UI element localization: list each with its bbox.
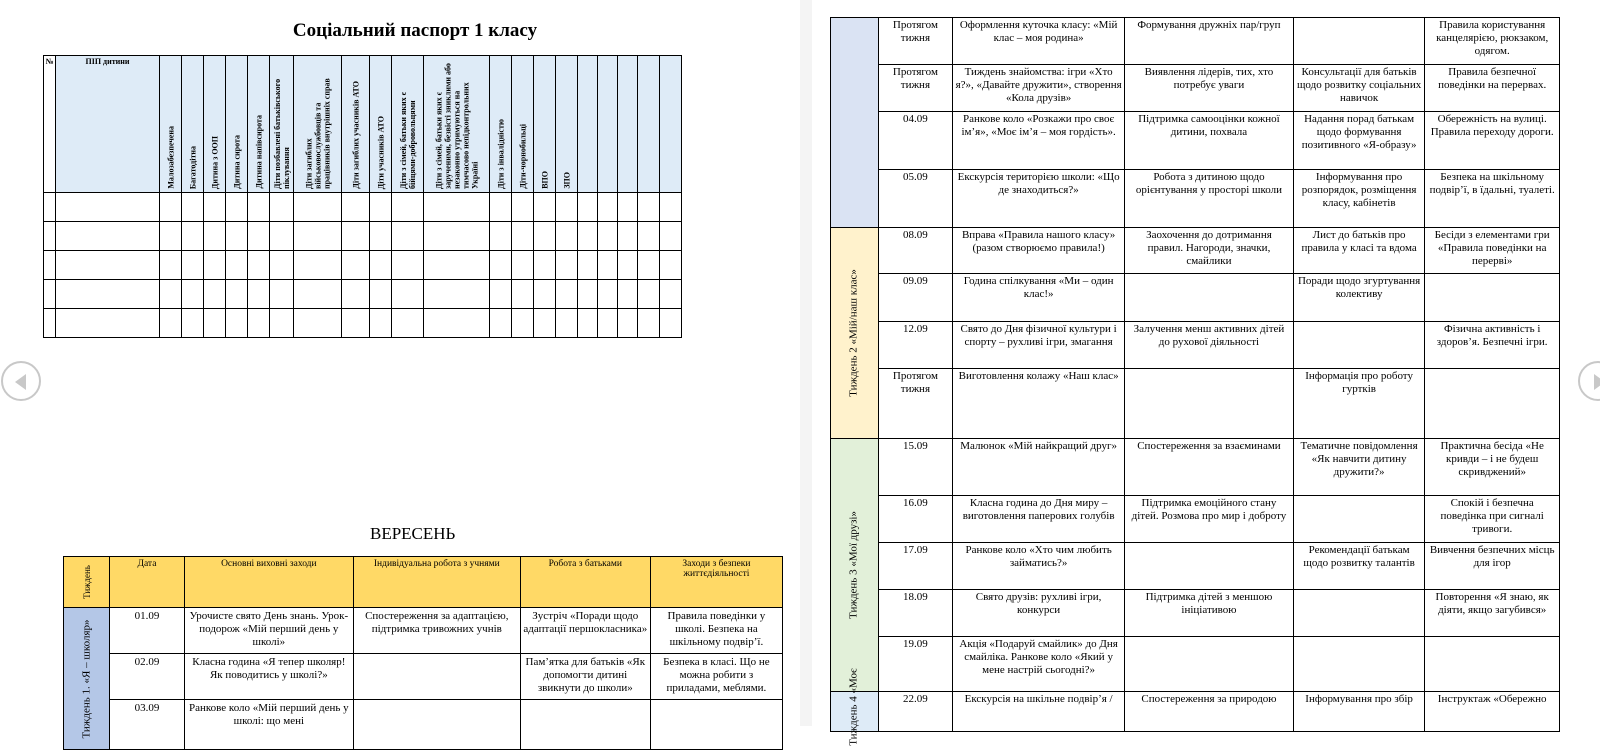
left-page bbox=[0, 0, 800, 739]
table-row bbox=[64, 654, 783, 700]
passport-cell bbox=[204, 309, 226, 338]
parents-cell: Пам’ятка для батьків «Як допомогти дитині звикнути до школи» bbox=[520, 654, 650, 700]
parents-cell bbox=[1293, 496, 1425, 543]
passport-cell bbox=[512, 222, 534, 251]
passport-body bbox=[44, 193, 682, 338]
passport-cell bbox=[598, 193, 618, 222]
passport-cell bbox=[370, 309, 392, 338]
passport-cell bbox=[248, 222, 270, 251]
passport-cell bbox=[556, 222, 578, 251]
passport-cell bbox=[618, 251, 638, 280]
passport-cell bbox=[424, 309, 490, 338]
individual-cell bbox=[1125, 274, 1294, 322]
prev-page-button[interactable] bbox=[1, 361, 41, 401]
date-cell: Протягом тижня bbox=[878, 65, 953, 112]
parents-cell: Інформація про роботу гуртків bbox=[1293, 369, 1425, 439]
passport-category: Діти учасників АТО bbox=[370, 56, 392, 193]
table-row bbox=[831, 322, 1560, 369]
passport-category: Малозабезпечена bbox=[160, 56, 182, 193]
passport-category: Діти загиблих учасників АТО bbox=[342, 56, 370, 193]
passport-category bbox=[638, 56, 660, 193]
date-cell: 02.09 bbox=[110, 654, 185, 700]
passport-cell bbox=[660, 251, 682, 280]
safety-cell: Вивчення безпечних місць для ігор bbox=[1425, 543, 1560, 590]
table-row bbox=[831, 590, 1560, 637]
passport-cell bbox=[392, 309, 424, 338]
passport-cell bbox=[294, 309, 342, 338]
passport-category bbox=[660, 56, 682, 193]
parents-cell: Інформування про розпорядок, розміщення класу, кабінетів bbox=[1293, 170, 1425, 228]
date-cell: 22.09 bbox=[878, 692, 953, 732]
passport-cell bbox=[392, 222, 424, 251]
parents-cell: Консультації для батьків щодо розвитку соціальних навичок bbox=[1293, 65, 1425, 112]
passport-cell bbox=[512, 309, 534, 338]
passport-cell bbox=[490, 193, 512, 222]
event-cell: Ранкове коло «Хто чим любить займатись?» bbox=[953, 543, 1125, 590]
passport-cell bbox=[424, 251, 490, 280]
september-header-row bbox=[64, 557, 783, 608]
passport-row bbox=[44, 193, 682, 222]
passport-cell bbox=[226, 193, 248, 222]
passport-cell bbox=[56, 222, 160, 251]
passport-category: Багатодітна bbox=[182, 56, 204, 193]
safety-cell: Фізична активність і здоров’я. Безпечні ігри. bbox=[1425, 322, 1560, 369]
passport-category: Діти загиблих військовослужбовців та працівників внутрішніх справ bbox=[294, 56, 342, 193]
month-title: ВЕРЕСЕНЬ bbox=[370, 524, 456, 543]
passport-cell bbox=[392, 251, 424, 280]
passport-cell bbox=[226, 222, 248, 251]
passport-cell bbox=[44, 309, 56, 338]
passport-cell bbox=[660, 309, 682, 338]
parents-cell: Поради щодо згуртування колективу bbox=[1293, 274, 1425, 322]
passport-cell bbox=[182, 222, 204, 251]
passport-cell bbox=[638, 280, 660, 309]
passport-category: ВПО bbox=[534, 56, 556, 193]
individual-cell: Спостереження за природою bbox=[1125, 692, 1294, 732]
individual-cell: Спостереження за взаєминами bbox=[1125, 439, 1294, 496]
safety-cell bbox=[1425, 369, 1560, 439]
table-row bbox=[831, 369, 1560, 439]
passport-cell bbox=[182, 251, 204, 280]
passport-cell bbox=[342, 251, 370, 280]
passport-cell bbox=[660, 280, 682, 309]
passport-cell bbox=[490, 309, 512, 338]
event-cell: Виготовлення колажу «Наш клас» bbox=[953, 369, 1125, 439]
safety-header: Заходи з безпеки життєдіяльності bbox=[650, 557, 782, 608]
individual-cell: Заохочення до дотримання правил. Нагороди, значки, смайлики bbox=[1125, 228, 1294, 274]
passport-cell bbox=[556, 280, 578, 309]
passport-category bbox=[598, 56, 618, 193]
safety-cell: Обережність на вулиці. Правила переходу дороги. bbox=[1425, 112, 1560, 170]
passport-cell bbox=[248, 251, 270, 280]
date-cell: 15.09 bbox=[878, 439, 953, 496]
passport-cell bbox=[638, 251, 660, 280]
passport-cell bbox=[226, 251, 248, 280]
parents-cell bbox=[1293, 590, 1425, 637]
safety-cell: Повторення «Я знаю, як діяти, якщо загубився» bbox=[1425, 590, 1560, 637]
passport-cell bbox=[660, 222, 682, 251]
parents-cell: Зустріч «Поради щодо адаптації першокласника» bbox=[520, 608, 650, 654]
individual-header: Індивідуальна робота з учнями bbox=[353, 557, 520, 608]
event-cell: Акція «Подаруй смайлик» до Дня смайліка. Ранкове коло «Який у мене настрій сьогодні?» bbox=[953, 637, 1125, 692]
passport-cell bbox=[294, 193, 342, 222]
table-row bbox=[64, 700, 783, 750]
event-cell: Екскурсія територією школи: «Що де знаходиться?» bbox=[953, 170, 1125, 228]
individual-cell: Залучення менш активних дітей до рухової діяльності bbox=[1125, 322, 1294, 369]
passport-cell bbox=[204, 222, 226, 251]
passport-cell bbox=[56, 309, 160, 338]
safety-cell: Спокій і безпечна поведінка при сигналі тривоги. bbox=[1425, 496, 1560, 543]
passport-cell bbox=[204, 251, 226, 280]
passport-cell bbox=[342, 309, 370, 338]
passport-category: Діти з сімей, батьки яких є бійцями-добровольцями bbox=[392, 56, 424, 193]
table-row bbox=[831, 18, 1560, 65]
table-row bbox=[64, 608, 783, 654]
week-2-cell: Тиждень 2 «Мій/наш клас» bbox=[831, 228, 879, 439]
passport-row bbox=[44, 251, 682, 280]
passport-category: Діти-чорнобильці bbox=[512, 56, 534, 193]
passport-cell bbox=[534, 309, 556, 338]
passport-cell bbox=[392, 280, 424, 309]
passport-cell bbox=[44, 222, 56, 251]
passport-cell bbox=[638, 309, 660, 338]
passport-cell bbox=[618, 280, 638, 309]
passport-title: Соціальний паспорт 1 класу bbox=[292, 20, 538, 41]
safety-cell: Правила безпечної поведінки на перервах. bbox=[1425, 65, 1560, 112]
passport-cell bbox=[270, 280, 294, 309]
passport-cell bbox=[598, 222, 618, 251]
passport-cell bbox=[56, 251, 160, 280]
passport-cell bbox=[342, 280, 370, 309]
passport-cell bbox=[578, 193, 598, 222]
table-row bbox=[831, 228, 1560, 274]
event-cell: Ранкове коло «Мій перший день у школі: що мені bbox=[184, 700, 353, 750]
event-cell: Вправа «Правила нашого класу» (разом створюємо правила!) bbox=[953, 228, 1125, 274]
date-cell: 09.09 bbox=[878, 274, 953, 322]
passport-cell bbox=[578, 280, 598, 309]
week-1-cell: Тиждень 1. «Я – школяр» bbox=[64, 608, 110, 750]
parents-cell: Надання порад батькам щодо формування позитивного «Я-образу» bbox=[1293, 112, 1425, 170]
chevron-right-icon bbox=[1594, 374, 1600, 390]
passport-cell bbox=[248, 193, 270, 222]
passport-category: Діти з сімей, батьки яких є зарученими, безвісті зниклими або незаконно утримуються на тимчасово непідконтрольних Україні bbox=[424, 56, 490, 193]
individual-cell: Підтримка емоційного стану дітей. Розмова про мир і доброту bbox=[1125, 496, 1294, 543]
passport-cell bbox=[294, 251, 342, 280]
passport-cell bbox=[370, 193, 392, 222]
event-cell: Класна година «Я тепер школяр! Як поводитись у школі?» bbox=[184, 654, 353, 700]
passport-cell bbox=[182, 280, 204, 309]
date-cell: 01.09 bbox=[110, 608, 185, 654]
date-cell: 17.09 bbox=[878, 543, 953, 590]
week-4-cell: Тиждень 4 «Моє bbox=[831, 692, 879, 732]
individual-cell: Підтримка самооцінки кожної дитини, похвала bbox=[1125, 112, 1294, 170]
passport-cell bbox=[270, 222, 294, 251]
passport-cell bbox=[160, 280, 182, 309]
passport-header-row bbox=[44, 56, 682, 193]
passport-cell bbox=[598, 309, 618, 338]
passport-cell bbox=[424, 222, 490, 251]
safety-cell: Бесіди з елементами гри «Правила поведінки на перерві» bbox=[1425, 228, 1560, 274]
passport-cell bbox=[226, 280, 248, 309]
passport-cell bbox=[490, 251, 512, 280]
date-cell: 18.09 bbox=[878, 590, 953, 637]
passport-cell bbox=[598, 280, 618, 309]
passport-cell bbox=[534, 280, 556, 309]
parents-cell bbox=[1293, 18, 1425, 65]
event-cell: Класна година до Дня миру – виготовлення паперових голубів bbox=[953, 496, 1125, 543]
date-cell: 19.09 bbox=[878, 637, 953, 692]
passport-name-header: ПІП дитини bbox=[56, 56, 160, 193]
parents-header: Робота з батьками bbox=[520, 557, 650, 608]
date-header: Дата bbox=[110, 557, 185, 608]
passport-cell bbox=[556, 251, 578, 280]
week-3-cell: Тиждень 3 «Мої друзі» bbox=[831, 439, 879, 692]
passport-cell bbox=[204, 280, 226, 309]
passport-cell bbox=[618, 222, 638, 251]
passport-cell bbox=[248, 280, 270, 309]
passport-cell bbox=[270, 251, 294, 280]
passport-cell bbox=[204, 193, 226, 222]
passport-cell bbox=[44, 280, 56, 309]
passport-row bbox=[44, 222, 682, 251]
individual-cell bbox=[1125, 637, 1294, 692]
week-1-cont-cell bbox=[831, 18, 879, 228]
parents-cell bbox=[1293, 637, 1425, 692]
passport-cell bbox=[294, 222, 342, 251]
passport-cell bbox=[160, 193, 182, 222]
event-cell: Година спілкування «Ми – один клас!» bbox=[953, 274, 1125, 322]
passport-cell bbox=[248, 309, 270, 338]
date-cell: 05.09 bbox=[878, 170, 953, 228]
passport-cell bbox=[370, 251, 392, 280]
table-row bbox=[831, 439, 1560, 496]
event-cell: Свято до Дня фізичної культури і спорту – рухливі ігри, змагання bbox=[953, 322, 1125, 369]
passport-cell bbox=[270, 309, 294, 338]
passport-cell bbox=[618, 193, 638, 222]
individual-cell bbox=[1125, 543, 1294, 590]
social-passport-table bbox=[43, 55, 682, 338]
passport-cell bbox=[44, 193, 56, 222]
passport-cell bbox=[638, 193, 660, 222]
passport-row bbox=[44, 280, 682, 309]
safety-cell: Безпека на шкільному подвір’ї, в їдальні, туалеті. bbox=[1425, 170, 1560, 228]
passport-cell bbox=[160, 222, 182, 251]
passport-cell bbox=[160, 251, 182, 280]
table-row bbox=[831, 637, 1560, 692]
table-row bbox=[831, 274, 1560, 322]
date-cell: 08.09 bbox=[878, 228, 953, 274]
event-cell: Малюнок «Мій найкращий друг» bbox=[953, 439, 1125, 496]
table-row bbox=[831, 543, 1560, 590]
safety-cell: Інструктаж «Обережно bbox=[1425, 692, 1560, 732]
parents-cell: Тематичне повідомлення «Як навчити дитину дружити?» bbox=[1293, 439, 1425, 496]
table-row bbox=[831, 65, 1560, 112]
safety-cell bbox=[1425, 637, 1560, 692]
date-cell: Протягом тижня bbox=[878, 18, 953, 65]
passport-cell bbox=[534, 193, 556, 222]
september-table bbox=[63, 556, 783, 750]
parents-cell bbox=[520, 700, 650, 750]
individual-cell bbox=[1125, 369, 1294, 439]
week-header: Тиждень bbox=[64, 557, 110, 608]
safety-cell: Правила поведінки у школі. Безпека на шкільному подвір’ї. bbox=[650, 608, 782, 654]
safety-cell: Правила користування канцелярією, рюкзаком, одягом. bbox=[1425, 18, 1560, 65]
event-cell: Оформлення куточка класу: «Мій клас – моя родина» bbox=[953, 18, 1125, 65]
passport-cell bbox=[44, 251, 56, 280]
date-cell: 12.09 bbox=[878, 322, 953, 369]
passport-cell bbox=[534, 251, 556, 280]
individual-cell: Спостереження за адаптацією, підтримка тривожних учнів bbox=[353, 608, 520, 654]
event-cell: Тиждень знайомства: ігри «Хто я?», «Давайте дружити», створення «Кола друзів» bbox=[953, 65, 1125, 112]
passport-row bbox=[44, 309, 682, 338]
passport-category: Діти позбавлені батьківського піклування bbox=[270, 56, 294, 193]
date-cell: 16.09 bbox=[878, 496, 953, 543]
passport-cell bbox=[370, 222, 392, 251]
september-plan-table bbox=[830, 17, 1560, 746]
individual-cell: Робота з дитиною щодо орієнтування у просторі школи bbox=[1125, 170, 1294, 228]
passport-cell bbox=[182, 309, 204, 338]
table-row bbox=[831, 170, 1560, 228]
passport-category bbox=[578, 56, 598, 193]
passport-cell bbox=[556, 309, 578, 338]
parents-cell bbox=[1293, 322, 1425, 369]
safety-cell: Безпека в класі. Що не можна робити з приладами, меблями. bbox=[650, 654, 782, 700]
passport-category bbox=[618, 56, 638, 193]
passport-cell bbox=[512, 251, 534, 280]
parents-cell: Лист до батьків про правила у класі та вдома bbox=[1293, 228, 1425, 274]
passport-cell bbox=[598, 251, 618, 280]
passport-cell bbox=[660, 193, 682, 222]
date-cell: Протягом тижня bbox=[878, 369, 953, 439]
passport-cell bbox=[490, 280, 512, 309]
date-cell: 04.09 bbox=[878, 112, 953, 170]
date-cell: 03.09 bbox=[110, 700, 185, 750]
passport-num-header: № bbox=[44, 56, 56, 193]
event-cell: Свято друзів: рухливі ігри, конкурси bbox=[953, 590, 1125, 637]
chevron-left-icon bbox=[15, 374, 26, 390]
table-row bbox=[831, 112, 1560, 170]
page-gutter bbox=[800, 0, 812, 726]
passport-category: Дитина сирота bbox=[226, 56, 248, 193]
safety-cell: Практична бесіда «Не кривди – і не будеш скривджений» bbox=[1425, 439, 1560, 496]
passport-cell bbox=[618, 309, 638, 338]
passport-category: Дитина з ООП bbox=[204, 56, 226, 193]
passport-cell bbox=[512, 193, 534, 222]
passport-cell bbox=[578, 251, 598, 280]
table-row bbox=[831, 496, 1560, 543]
individual-cell bbox=[353, 654, 520, 700]
passport-cell bbox=[578, 222, 598, 251]
passport-cell bbox=[56, 280, 160, 309]
passport-category: ЗПО bbox=[556, 56, 578, 193]
passport-cell bbox=[370, 280, 392, 309]
parents-cell: Інформування про збір bbox=[1293, 692, 1425, 732]
passport-cell bbox=[342, 222, 370, 251]
individual-cell: Підтримка дітей з меншою ініціативою bbox=[1125, 590, 1294, 637]
passport-cell bbox=[534, 222, 556, 251]
passport-cell bbox=[490, 222, 512, 251]
event-cell: Екскурсія на шкільне подвір’я / bbox=[953, 692, 1125, 732]
passport-cell bbox=[342, 193, 370, 222]
individual-cell: Формування дружніх пар/груп bbox=[1125, 18, 1294, 65]
passport-cell bbox=[270, 193, 294, 222]
passport-cell bbox=[294, 280, 342, 309]
parents-cell: Рекомендації батькам щодо розвитку талантів bbox=[1293, 543, 1425, 590]
passport-cell bbox=[578, 309, 598, 338]
passport-cell bbox=[392, 193, 424, 222]
passport-cell bbox=[182, 193, 204, 222]
event-cell: Урочисте свято День знань. Урок-подорож «Мій перший день у школі» bbox=[184, 608, 353, 654]
passport-category: Діти з інвалідністю bbox=[490, 56, 512, 193]
passport-cell bbox=[56, 193, 160, 222]
event-cell: Ранкове коло «Розкажи про своє ім’я», «Моє ім’я – моя гордість». bbox=[953, 112, 1125, 170]
passport-cell bbox=[160, 309, 182, 338]
passport-cell bbox=[638, 222, 660, 251]
passport-category: Дитина напівсирота bbox=[248, 56, 270, 193]
passport-cell bbox=[424, 280, 490, 309]
passport-cell bbox=[556, 193, 578, 222]
passport-cell bbox=[424, 193, 490, 222]
passport-cell bbox=[512, 280, 534, 309]
individual-cell: Виявлення лідерів, тих, хто потребує уваги bbox=[1125, 65, 1294, 112]
safety-cell bbox=[1425, 274, 1560, 322]
individual-cell bbox=[353, 700, 520, 750]
events-header: Основні виховні заходи bbox=[184, 557, 353, 608]
safety-cell bbox=[650, 700, 782, 750]
passport-cell bbox=[226, 309, 248, 338]
